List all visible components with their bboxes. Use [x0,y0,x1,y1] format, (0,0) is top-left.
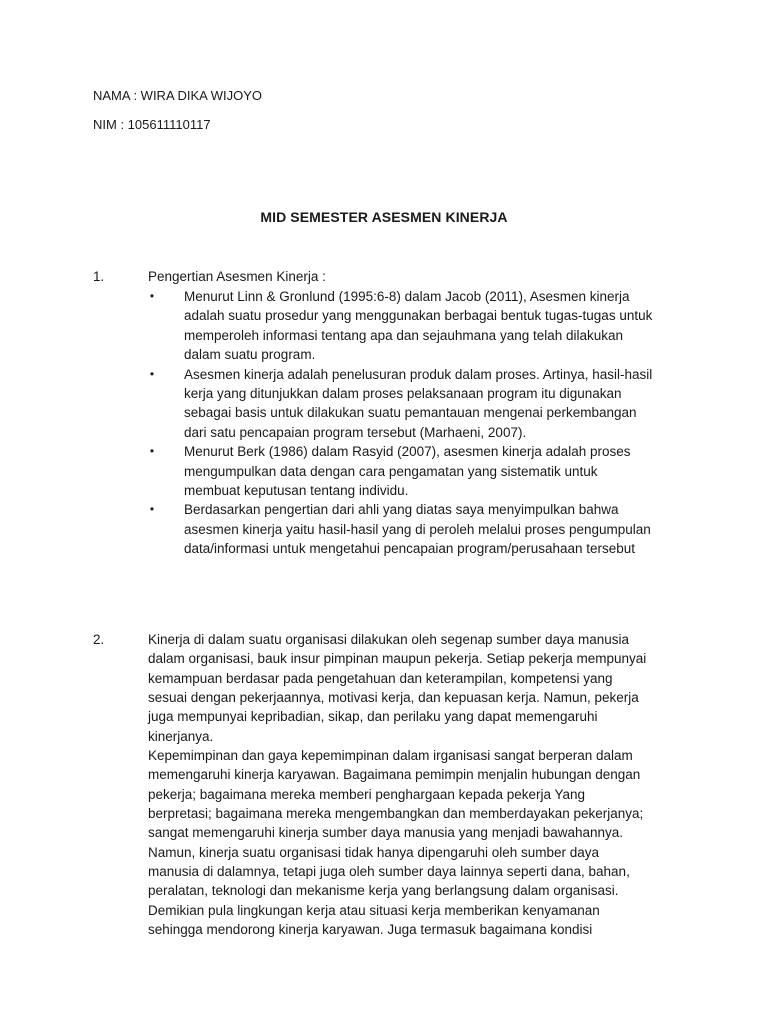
student-name: NAMA : WIRA DIKA WIJOYO [93,88,263,103]
student-nim: NIM : 105611110117 [93,117,211,132]
bullet-icon: • [149,502,155,517]
bullet-icon: • [149,366,155,381]
list-item [148,500,688,558]
list-item [148,365,688,443]
section-2-number: 2. [93,632,105,647]
bullet-icon: • [149,289,155,303]
section-1-bullet-list [148,287,688,559]
bullet-text: Asesmen kinerja adalah penelusuran produk dalam proses. Artinya, hasil-hasil kerja yang ditunjukkan dalam proses pelaksanaan program itu digunakan sebagai basis untuk dilakukan suatu pemantauan mengenai perkembangan dari satu pencapaian program tersebut (Marhaeni, 2007). [184,366,653,440]
list-item [148,442,688,500]
document-title: MID SEMESTER ASESMEN KINERJA [260,209,508,225]
bullet-text: Menurut Berk (1986) dalam Rasyid (2007), asesmen kinerja adalah proses mengumpulkan data dengan cara pengamatan yang sistematik untuk membuat keputusan tentang individu. [184,444,631,499]
section-1-heading: Pengertian Asesmen Kinerja : [148,269,326,284]
bullet-text: Menurut Linn & Gronlund (1995:6-8) dalam Jacob (2011), Asesmen kinerja adalah suatu prosedur yang menggunakan berbagai bentuk tugas-tugas untuk memperoleh informasi tentang apa dan sejauhmana yang telah dilakukan dalam suatu program. [184,289,653,363]
bullet-icon: • [149,444,155,459]
section-2-paragraph: Kinerja di dalam suatu organisasi dilakukan oleh segenap sumber daya manusia dalam organisasi, bauk insur pimpinan maupun pekerja. Setiap pekerja mempunyai kemampuan berdasar pada pengetahuan dan keterampilan, kompetensi yang sesuai dengan pekerjaannya, motivasi kerja, dan kepuasan kerja. Namun, pekerja juga mempunyai kepribadian, sikap, dan perilaku yang dapat memengaruhi kinerjanya. Kepemimpinan dan gaya kepemimpinan dalam irganisasi sangat berperan dalam memengaruhi kinerja karyawan. Bagaimana pemimpin menjalin hubungan dengan pekerja; bagaimana mereka memberi penghargaan kepada pekerja Yang berpretasi; bagaimana mereka mengembangkan dan memberdayakan pekerjanya; sangat memengaruhi kinerja sumber daya manusia yang menjadi bawahannya. Namun, kinerja suatu organisasi tidak hanya dipengaruhi oleh sumber daya manusia di dalamnya, tetapi juga oleh sumber daya lainnya seperti dana, bahan, peralatan, teknologi dan mekanisme kerja yang berlangsung dalam organisasi. Demikian pula lingkungan kerja atau situasi kerja memberikan kenyamanan sehingga mendorong kinerja karyawan. Juga termasuk bagaimana kondisi [148,632,647,938]
list-item [148,287,688,365]
bullet-text: Berdasarkan pengertian dari ahli yang diatas saya menyimpulkan bahwa asesmen kinerja yaitu hasil-hasil yang di peroleh melalui proses pengumpulan data/informasi untuk mengetahui pencapaian program/perusahaan tersebut [184,502,651,557]
section-1-number: 1. [93,269,105,284]
